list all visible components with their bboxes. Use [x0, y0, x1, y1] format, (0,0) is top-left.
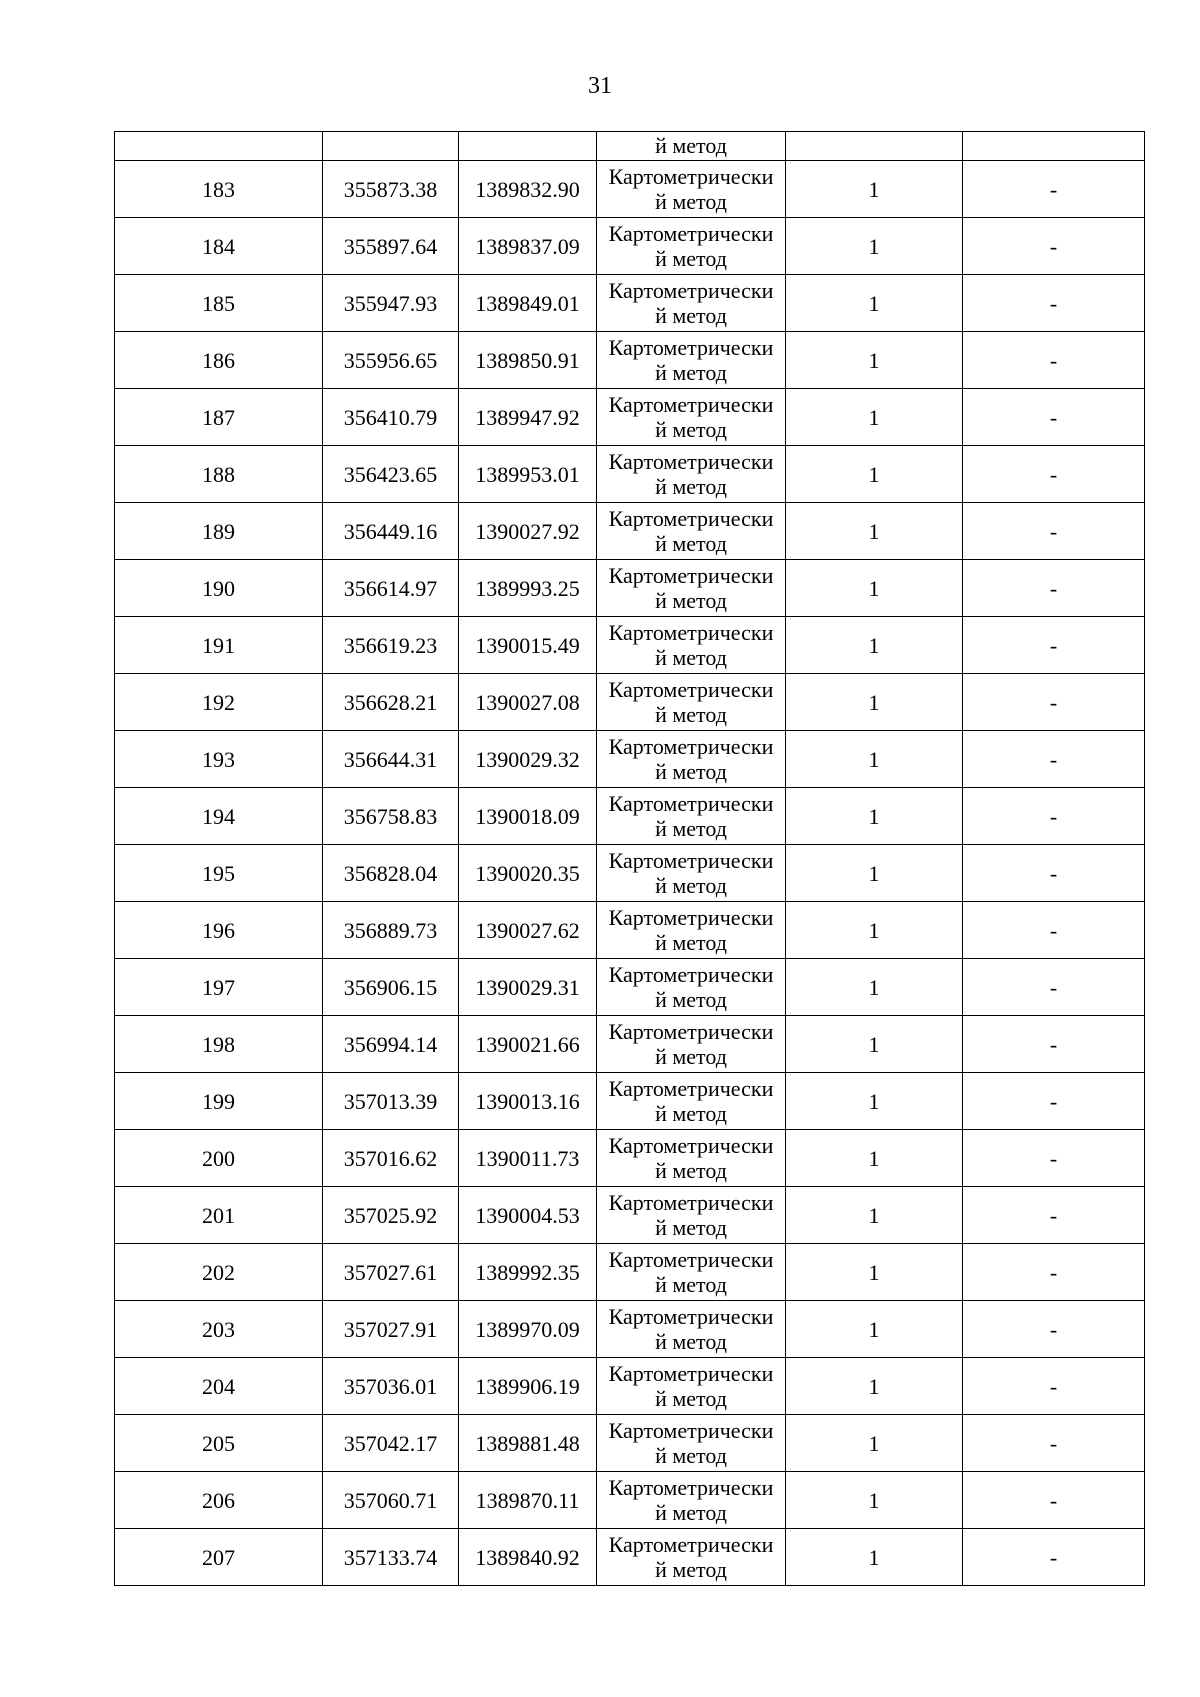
cell-y: 1390011.73 — [459, 1130, 597, 1187]
method-line-2: й метод — [655, 1443, 727, 1468]
table-row — [115, 503, 1145, 560]
cell-method — [597, 1472, 786, 1529]
cell-method — [597, 731, 786, 788]
method-line-1: Картометрически — [608, 620, 774, 645]
method-line-2: й метод — [655, 702, 727, 727]
cell-y: 1389906.19 — [459, 1358, 597, 1415]
method-line-2: й метод — [655, 1158, 727, 1183]
cell-y: 1390013.16 — [459, 1073, 597, 1130]
cell-note: - — [963, 617, 1145, 674]
cell-x: 357027.61 — [323, 1244, 459, 1301]
table-row — [115, 731, 1145, 788]
cell-note — [963, 132, 1145, 161]
cell-note: - — [963, 1301, 1145, 1358]
cell-note: - — [963, 1130, 1145, 1187]
cell-note: - — [963, 902, 1145, 959]
cell-accuracy: 1 — [786, 1244, 963, 1301]
cell-accuracy: 1 — [786, 731, 963, 788]
cell-point-number: 207 — [115, 1529, 323, 1586]
cell-point-number: 202 — [115, 1244, 323, 1301]
method-line-1: Картометрически — [608, 506, 774, 531]
method-line-2: й метод — [655, 360, 727, 385]
method-line-2: й метод — [655, 930, 727, 955]
cell-accuracy: 1 — [786, 1073, 963, 1130]
cell-x: 356758.83 — [323, 788, 459, 845]
cell-accuracy: 1 — [786, 845, 963, 902]
table-row — [115, 560, 1145, 617]
method-line-2: й метод — [655, 1272, 727, 1297]
method-line-1: Картометрически — [608, 1247, 774, 1272]
cell-x: 356410.79 — [323, 389, 459, 446]
cell-accuracy: 1 — [786, 617, 963, 674]
method-line-2: й метод — [655, 1557, 727, 1582]
cell-y: 1390020.35 — [459, 845, 597, 902]
cell-method — [597, 674, 786, 731]
cell-point-number — [115, 132, 323, 161]
table-row — [115, 275, 1145, 332]
cell-point-number: 203 — [115, 1301, 323, 1358]
cell-x: 356994.14 — [323, 1016, 459, 1073]
cell-y: 1389850.91 — [459, 332, 597, 389]
cell-y — [459, 132, 597, 161]
cell-x: 357016.62 — [323, 1130, 459, 1187]
cell-method — [597, 1415, 786, 1472]
cell-y: 1389970.09 — [459, 1301, 597, 1358]
cell-accuracy: 1 — [786, 332, 963, 389]
table-row — [115, 389, 1145, 446]
cell-note: - — [963, 1472, 1145, 1529]
cell-x: 355897.64 — [323, 218, 459, 275]
coordinates-table — [114, 131, 1145, 1586]
cell-y: 1390018.09 — [459, 788, 597, 845]
cell-method — [597, 275, 786, 332]
cell-accuracy: 1 — [786, 1301, 963, 1358]
method-line-2: й метод — [655, 1215, 727, 1240]
cell-x: 357042.17 — [323, 1415, 459, 1472]
cell-accuracy: 1 — [786, 446, 963, 503]
method-line-1: Картометрически — [608, 221, 774, 246]
table-row — [115, 1244, 1145, 1301]
table-row — [115, 1301, 1145, 1358]
method-line-1: Картометрически — [608, 1532, 774, 1557]
cell-method — [597, 218, 786, 275]
cell-note: - — [963, 446, 1145, 503]
cell-accuracy: 1 — [786, 1529, 963, 1586]
method-line-1: Картометрически — [608, 335, 774, 360]
cell-point-number: 189 — [115, 503, 323, 560]
table-row — [115, 1130, 1145, 1187]
method-line-1: Картометрически — [608, 1190, 774, 1215]
cell-note: - — [963, 1016, 1145, 1073]
method-line-1: Картометрически — [608, 962, 774, 987]
cell-method — [597, 503, 786, 560]
cell-point-number: 188 — [115, 446, 323, 503]
cell-x: 355956.65 — [323, 332, 459, 389]
cell-x: 356628.21 — [323, 674, 459, 731]
cell-accuracy: 1 — [786, 1016, 963, 1073]
cell-note: - — [963, 389, 1145, 446]
method-line-1: Картометрически — [608, 1304, 774, 1329]
method-line-1: Картометрически — [608, 164, 774, 189]
cell-point-number: 183 — [115, 161, 323, 218]
table-row — [115, 1472, 1145, 1529]
cell-note: - — [963, 1244, 1145, 1301]
cell-y: 1390004.53 — [459, 1187, 597, 1244]
cell-point-number: 204 — [115, 1358, 323, 1415]
cell-x: 357060.71 — [323, 1472, 459, 1529]
cell-note: - — [963, 845, 1145, 902]
cell-note: - — [963, 1529, 1145, 1586]
table-row — [115, 218, 1145, 275]
cell-point-number: 185 — [115, 275, 323, 332]
table-row — [115, 1187, 1145, 1244]
method-line-2: й метод — [655, 246, 727, 271]
cell-method — [597, 1130, 786, 1187]
cell-method — [597, 617, 786, 674]
cell-point-number: 192 — [115, 674, 323, 731]
cell-point-number: 195 — [115, 845, 323, 902]
cell-accuracy: 1 — [786, 1415, 963, 1472]
cell-x: 356614.97 — [323, 560, 459, 617]
cell-method — [597, 1016, 786, 1073]
method-line-2: й метод — [655, 873, 727, 898]
table-row — [115, 332, 1145, 389]
cell-y: 1389837.09 — [459, 218, 597, 275]
method-line-2: й метод — [655, 303, 727, 328]
cell-method — [597, 1529, 786, 1586]
cell-method — [597, 902, 786, 959]
cell-point-number: 186 — [115, 332, 323, 389]
cell-y: 1390029.31 — [459, 959, 597, 1016]
cell-note: - — [963, 332, 1145, 389]
cell-accuracy: 1 — [786, 275, 963, 332]
cell-accuracy: 1 — [786, 1130, 963, 1187]
cell-x: 357013.39 — [323, 1073, 459, 1130]
method-line-2: й метод — [655, 1329, 727, 1354]
cell-x: 357036.01 — [323, 1358, 459, 1415]
table-row — [115, 959, 1145, 1016]
cell-y: 1389832.90 — [459, 161, 597, 218]
cell-method — [597, 959, 786, 1016]
cell-point-number: 199 — [115, 1073, 323, 1130]
method-line-2: й метод — [655, 1386, 727, 1411]
cell-y: 1389947.92 — [459, 389, 597, 446]
cell-y: 1389992.35 — [459, 1244, 597, 1301]
cell-x: 355873.38 — [323, 161, 459, 218]
method-line-1: Картометрически — [608, 1019, 774, 1044]
cell-point-number: 206 — [115, 1472, 323, 1529]
cell-x: 356889.73 — [323, 902, 459, 959]
method-line-2: й метод — [655, 588, 727, 613]
cell-accuracy: 1 — [786, 161, 963, 218]
cell-method — [597, 1187, 786, 1244]
method-line-2: й метод — [655, 816, 727, 841]
method-line-1: Картометрически — [608, 791, 774, 816]
cell-x: 356423.65 — [323, 446, 459, 503]
cell-x: 356644.31 — [323, 731, 459, 788]
method-line-1: Картометрически — [608, 734, 774, 759]
cell-note: - — [963, 788, 1145, 845]
cell-x: 356619.23 — [323, 617, 459, 674]
table-row — [115, 788, 1145, 845]
cell-accuracy: 1 — [786, 1358, 963, 1415]
method-line-2: й метод — [655, 531, 727, 556]
cell-point-number: 201 — [115, 1187, 323, 1244]
cell-x: 356828.04 — [323, 845, 459, 902]
cell-note: - — [963, 503, 1145, 560]
page-number: 31 — [588, 73, 612, 99]
cell-note: - — [963, 731, 1145, 788]
table-row — [115, 446, 1145, 503]
cell-point-number: 187 — [115, 389, 323, 446]
cell-x: 357025.92 — [323, 1187, 459, 1244]
cell-method — [597, 389, 786, 446]
cell-y: 1389870.11 — [459, 1472, 597, 1529]
cell-method — [597, 161, 786, 218]
method-line-1: Картометрически — [608, 848, 774, 873]
cell-method — [597, 1073, 786, 1130]
cell-accuracy: 1 — [786, 788, 963, 845]
table-row — [115, 1358, 1145, 1415]
method-line-1: Картометрически — [608, 1076, 774, 1101]
cell-method — [597, 446, 786, 503]
table-row — [115, 617, 1145, 674]
table-row — [115, 1016, 1145, 1073]
cell-method — [597, 332, 786, 389]
cell-y: 1389840.92 — [459, 1529, 597, 1586]
table-body — [115, 132, 1145, 1586]
cell-y: 1390029.32 — [459, 731, 597, 788]
cell-note: - — [963, 959, 1145, 1016]
cell-point-number: 191 — [115, 617, 323, 674]
cell-point-number: 190 — [115, 560, 323, 617]
cell-note: - — [963, 218, 1145, 275]
continuation-row — [115, 132, 1145, 161]
cell-accuracy: 1 — [786, 1472, 963, 1529]
cell-x: 355947.93 — [323, 275, 459, 332]
cell-y: 1390015.49 — [459, 617, 597, 674]
cell-accuracy — [786, 132, 963, 161]
cell-y: 1389953.01 — [459, 446, 597, 503]
cell-accuracy: 1 — [786, 959, 963, 1016]
cell-note: - — [963, 275, 1145, 332]
method-line-2: й метод — [655, 1500, 727, 1525]
method-line-1: Картометрически — [608, 278, 774, 303]
cell-point-number: 200 — [115, 1130, 323, 1187]
cell-method: й метод — [597, 132, 786, 161]
method-line-2: й метод — [655, 189, 727, 214]
cell-accuracy: 1 — [786, 902, 963, 959]
table-row — [115, 674, 1145, 731]
cell-y: 1390027.62 — [459, 902, 597, 959]
cell-y: 1390027.92 — [459, 503, 597, 560]
method-line-1: Картометрически — [608, 1475, 774, 1500]
method-line-2: й метод — [655, 1044, 727, 1069]
method-line-1: Картометрически — [608, 449, 774, 474]
cell-point-number: 196 — [115, 902, 323, 959]
cell-point-number: 198 — [115, 1016, 323, 1073]
cell-y: 1389993.25 — [459, 560, 597, 617]
cell-y: 1389881.48 — [459, 1415, 597, 1472]
cell-method — [597, 845, 786, 902]
cell-method — [597, 560, 786, 617]
method-line-1: Картометрически — [608, 677, 774, 702]
table-row — [115, 1073, 1145, 1130]
cell-note: - — [963, 674, 1145, 731]
cell-note: - — [963, 560, 1145, 617]
table-row — [115, 1529, 1145, 1586]
cell-note: - — [963, 1073, 1145, 1130]
method-line-1: Картометрически — [608, 392, 774, 417]
cell-note: - — [963, 1415, 1145, 1472]
table-row — [115, 1415, 1145, 1472]
cell-x — [323, 132, 459, 161]
method-line-2: й метод — [655, 417, 727, 442]
cell-x: 356449.16 — [323, 503, 459, 560]
method-line-1: Картометрически — [608, 1361, 774, 1386]
method-line-2: й метод — [655, 645, 727, 670]
method-line-1: Картометрически — [608, 905, 774, 930]
method-line-1: Картометрически — [608, 1133, 774, 1158]
cell-point-number: 197 — [115, 959, 323, 1016]
cell-point-number: 205 — [115, 1415, 323, 1472]
cell-note: - — [963, 1187, 1145, 1244]
table-row — [115, 845, 1145, 902]
cell-method — [597, 1244, 786, 1301]
table-row — [115, 161, 1145, 218]
table-row — [115, 902, 1145, 959]
cell-x: 356906.15 — [323, 959, 459, 1016]
method-line-2: й метод — [655, 1101, 727, 1126]
method-line-2: й метод — [655, 987, 727, 1012]
cell-point-number: 193 — [115, 731, 323, 788]
cell-accuracy: 1 — [786, 674, 963, 731]
cell-accuracy: 1 — [786, 560, 963, 617]
cell-x: 357027.91 — [323, 1301, 459, 1358]
cell-accuracy: 1 — [786, 389, 963, 446]
cell-point-number: 194 — [115, 788, 323, 845]
cell-accuracy: 1 — [786, 1187, 963, 1244]
cell-y: 1389849.01 — [459, 275, 597, 332]
cell-point-number: 184 — [115, 218, 323, 275]
cell-note: - — [963, 161, 1145, 218]
cell-y: 1390021.66 — [459, 1016, 597, 1073]
method-line-1: Картометрически — [608, 563, 774, 588]
cell-accuracy: 1 — [786, 503, 963, 560]
method-line-2: й метод — [655, 759, 727, 784]
cell-method — [597, 1358, 786, 1415]
method-line-1: Картометрически — [608, 1418, 774, 1443]
method-line-2: й метод — [655, 474, 727, 499]
cell-accuracy: 1 — [786, 218, 963, 275]
cell-method — [597, 1301, 786, 1358]
cell-note: - — [963, 1358, 1145, 1415]
cell-method — [597, 788, 786, 845]
cell-y: 1390027.08 — [459, 674, 597, 731]
cell-x: 357133.74 — [323, 1529, 459, 1586]
